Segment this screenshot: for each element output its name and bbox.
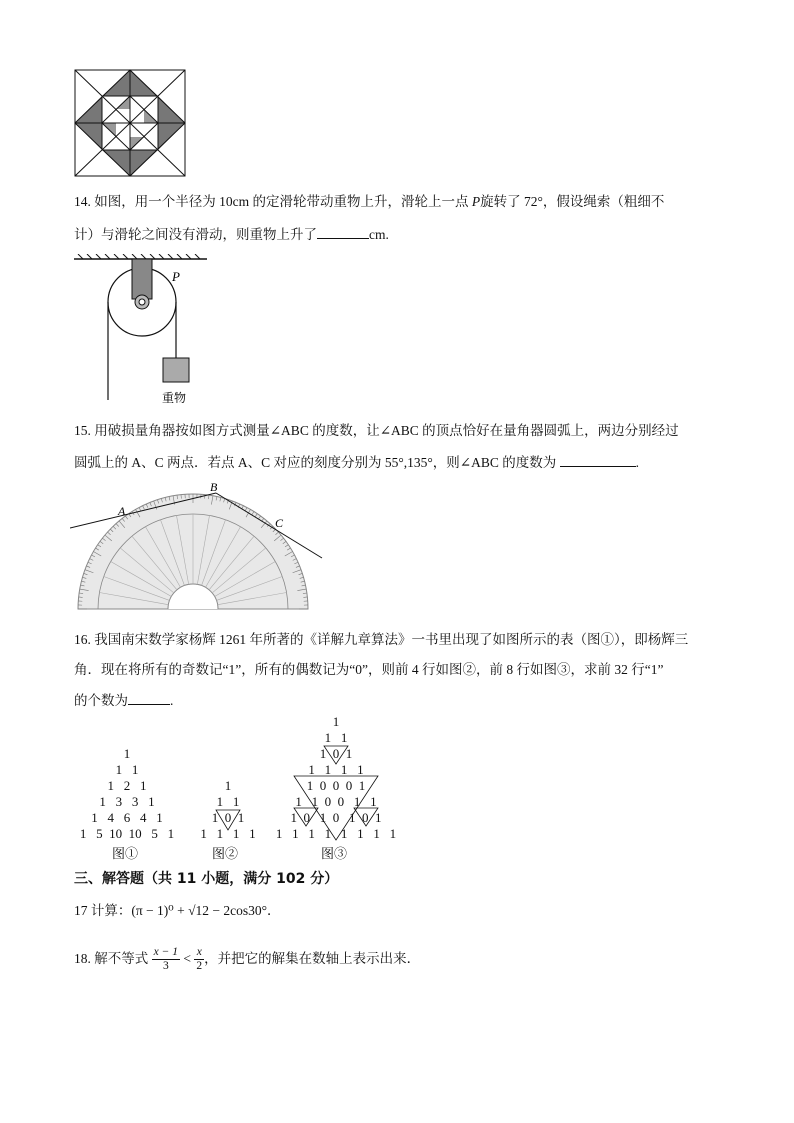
fig3-inverted-triangles: [272, 714, 400, 844]
q15-answer-blank[interactable]: [560, 452, 636, 467]
fig2-row: 1: [224, 778, 232, 793]
q18-number: 18.: [74, 951, 91, 966]
q14-line2: [74, 224, 389, 245]
label-weight: 重物: [162, 391, 187, 405]
q16-text-2: 角．现在将所有的奇数记“1”，所有的偶数记为“0”，则前 4 行如图②，前 8 行如图③，求前 32 行“1”: [74, 662, 664, 677]
q18-frac1-den: 3: [162, 960, 169, 973]
fig3-row: 1 1: [324, 730, 348, 745]
q15-number: 15.: [74, 423, 91, 438]
q16-line1: [74, 630, 688, 650]
q18-op: <: [183, 951, 191, 966]
q14-text-a: 如图，用一个半径为 10cm 的定滑轮带动重物上升，滑轮上一点: [94, 194, 469, 209]
fig2-row: 1 1 1 1: [200, 826, 256, 841]
q17-text: 计算：(π − 1)⁰ + √12 − 2cos30°．: [90, 903, 281, 918]
fig3-row: 1 1 0 0 1 1: [295, 794, 377, 809]
fig3-row: 1 0 1 0 1 0 1: [290, 810, 382, 825]
fig1-row: 1 5 10 10 5 1: [79, 826, 175, 841]
fig1-row: 1 1: [115, 762, 139, 777]
fig3-row: 1 1 1 1 1 1 1 1: [275, 826, 397, 841]
label-p: P: [172, 269, 180, 284]
label-a: A: [118, 504, 126, 518]
q18-frac1-num: x − 1: [153, 946, 178, 959]
yang-hui-triangle-fig1: [66, 746, 188, 842]
q14-number: 14.: [74, 194, 91, 209]
square-pattern-figure: [74, 69, 186, 177]
q14-text-b: 旋转了 72°，假设绳索（粗细不: [480, 194, 665, 209]
q18-frac2-num: x: [194, 946, 204, 960]
pulley-figure: [74, 254, 214, 410]
q16-text-3: 的个数为: [74, 693, 128, 708]
q18-prefix: 解不等式: [94, 951, 149, 966]
caption-fig1: 图①: [112, 846, 139, 861]
fig3-row: 1: [332, 714, 340, 729]
q16-answer-blank[interactable]: [128, 690, 170, 705]
section-title: 三、解答题（共 11 小题，满分 102 分）: [74, 871, 339, 887]
q15-line2: [74, 452, 639, 473]
fig2-inverted-triangles: [196, 778, 260, 842]
q16-number: 16.: [74, 632, 91, 647]
fig2-row: 1 1: [216, 794, 240, 809]
fig3-row: 1 1 1 1: [308, 762, 364, 777]
fig1-row: 1 4 6 4 1: [91, 810, 163, 825]
q18-suffix: ，并把它的解集在数轴上表示出来．: [204, 951, 421, 966]
fig1-row: 1 3 3 1: [99, 794, 155, 809]
q14-var-p: P: [471, 194, 481, 209]
q15-text-1: 用破损量角器按如图方式测量∠ABC 的度数，让∠ABC 的顶点恰好在量角器圆弧上，两边分别经过: [94, 423, 679, 438]
label-b: B: [210, 482, 218, 494]
fig3-row: 1 0 0 0 1: [306, 778, 366, 793]
q14-answer-blank[interactable]: [317, 224, 369, 239]
fig2-row: 1 0 1: [211, 810, 245, 825]
q14-text-c: 计）与滑轮之间没有滑动，则重物上升了: [74, 227, 317, 242]
q18-line: [74, 944, 420, 974]
q18-frac2-den: 2: [196, 960, 203, 973]
q16-text-4: .: [170, 693, 174, 708]
fig1-row: 1: [123, 746, 131, 761]
caption-fig2: 图②: [212, 846, 239, 861]
q15-text-2: 圆弧上的 A、C 两点．若点 A、C 对应的刻度分别为 55°,135°，则∠ABC 的度数为: [74, 455, 557, 470]
caption-fig3: 图③: [321, 846, 348, 861]
q15-text-3: .: [635, 455, 639, 470]
q14-line1: [74, 192, 664, 212]
q16-line2: [74, 660, 663, 680]
fig1-row: 1 2 1: [107, 778, 147, 793]
q16-text-1: 我国南宋数学家杨辉 1261 年所著的《详解九章算法》一书里出现了如图所示的表（图①），即杨辉三: [94, 632, 689, 647]
label-c: C: [275, 516, 284, 530]
q17-number: 17: [74, 903, 88, 918]
q18-fraction-2: [194, 946, 204, 973]
fig3-row: 1 0 1: [319, 746, 353, 761]
q18-fraction-1: [152, 946, 180, 973]
q14-text-d: cm.: [369, 227, 389, 242]
q15-line1: [74, 421, 679, 441]
q17-line: [74, 901, 281, 921]
protractor-figure: [70, 482, 326, 612]
q16-line3: [74, 690, 173, 711]
